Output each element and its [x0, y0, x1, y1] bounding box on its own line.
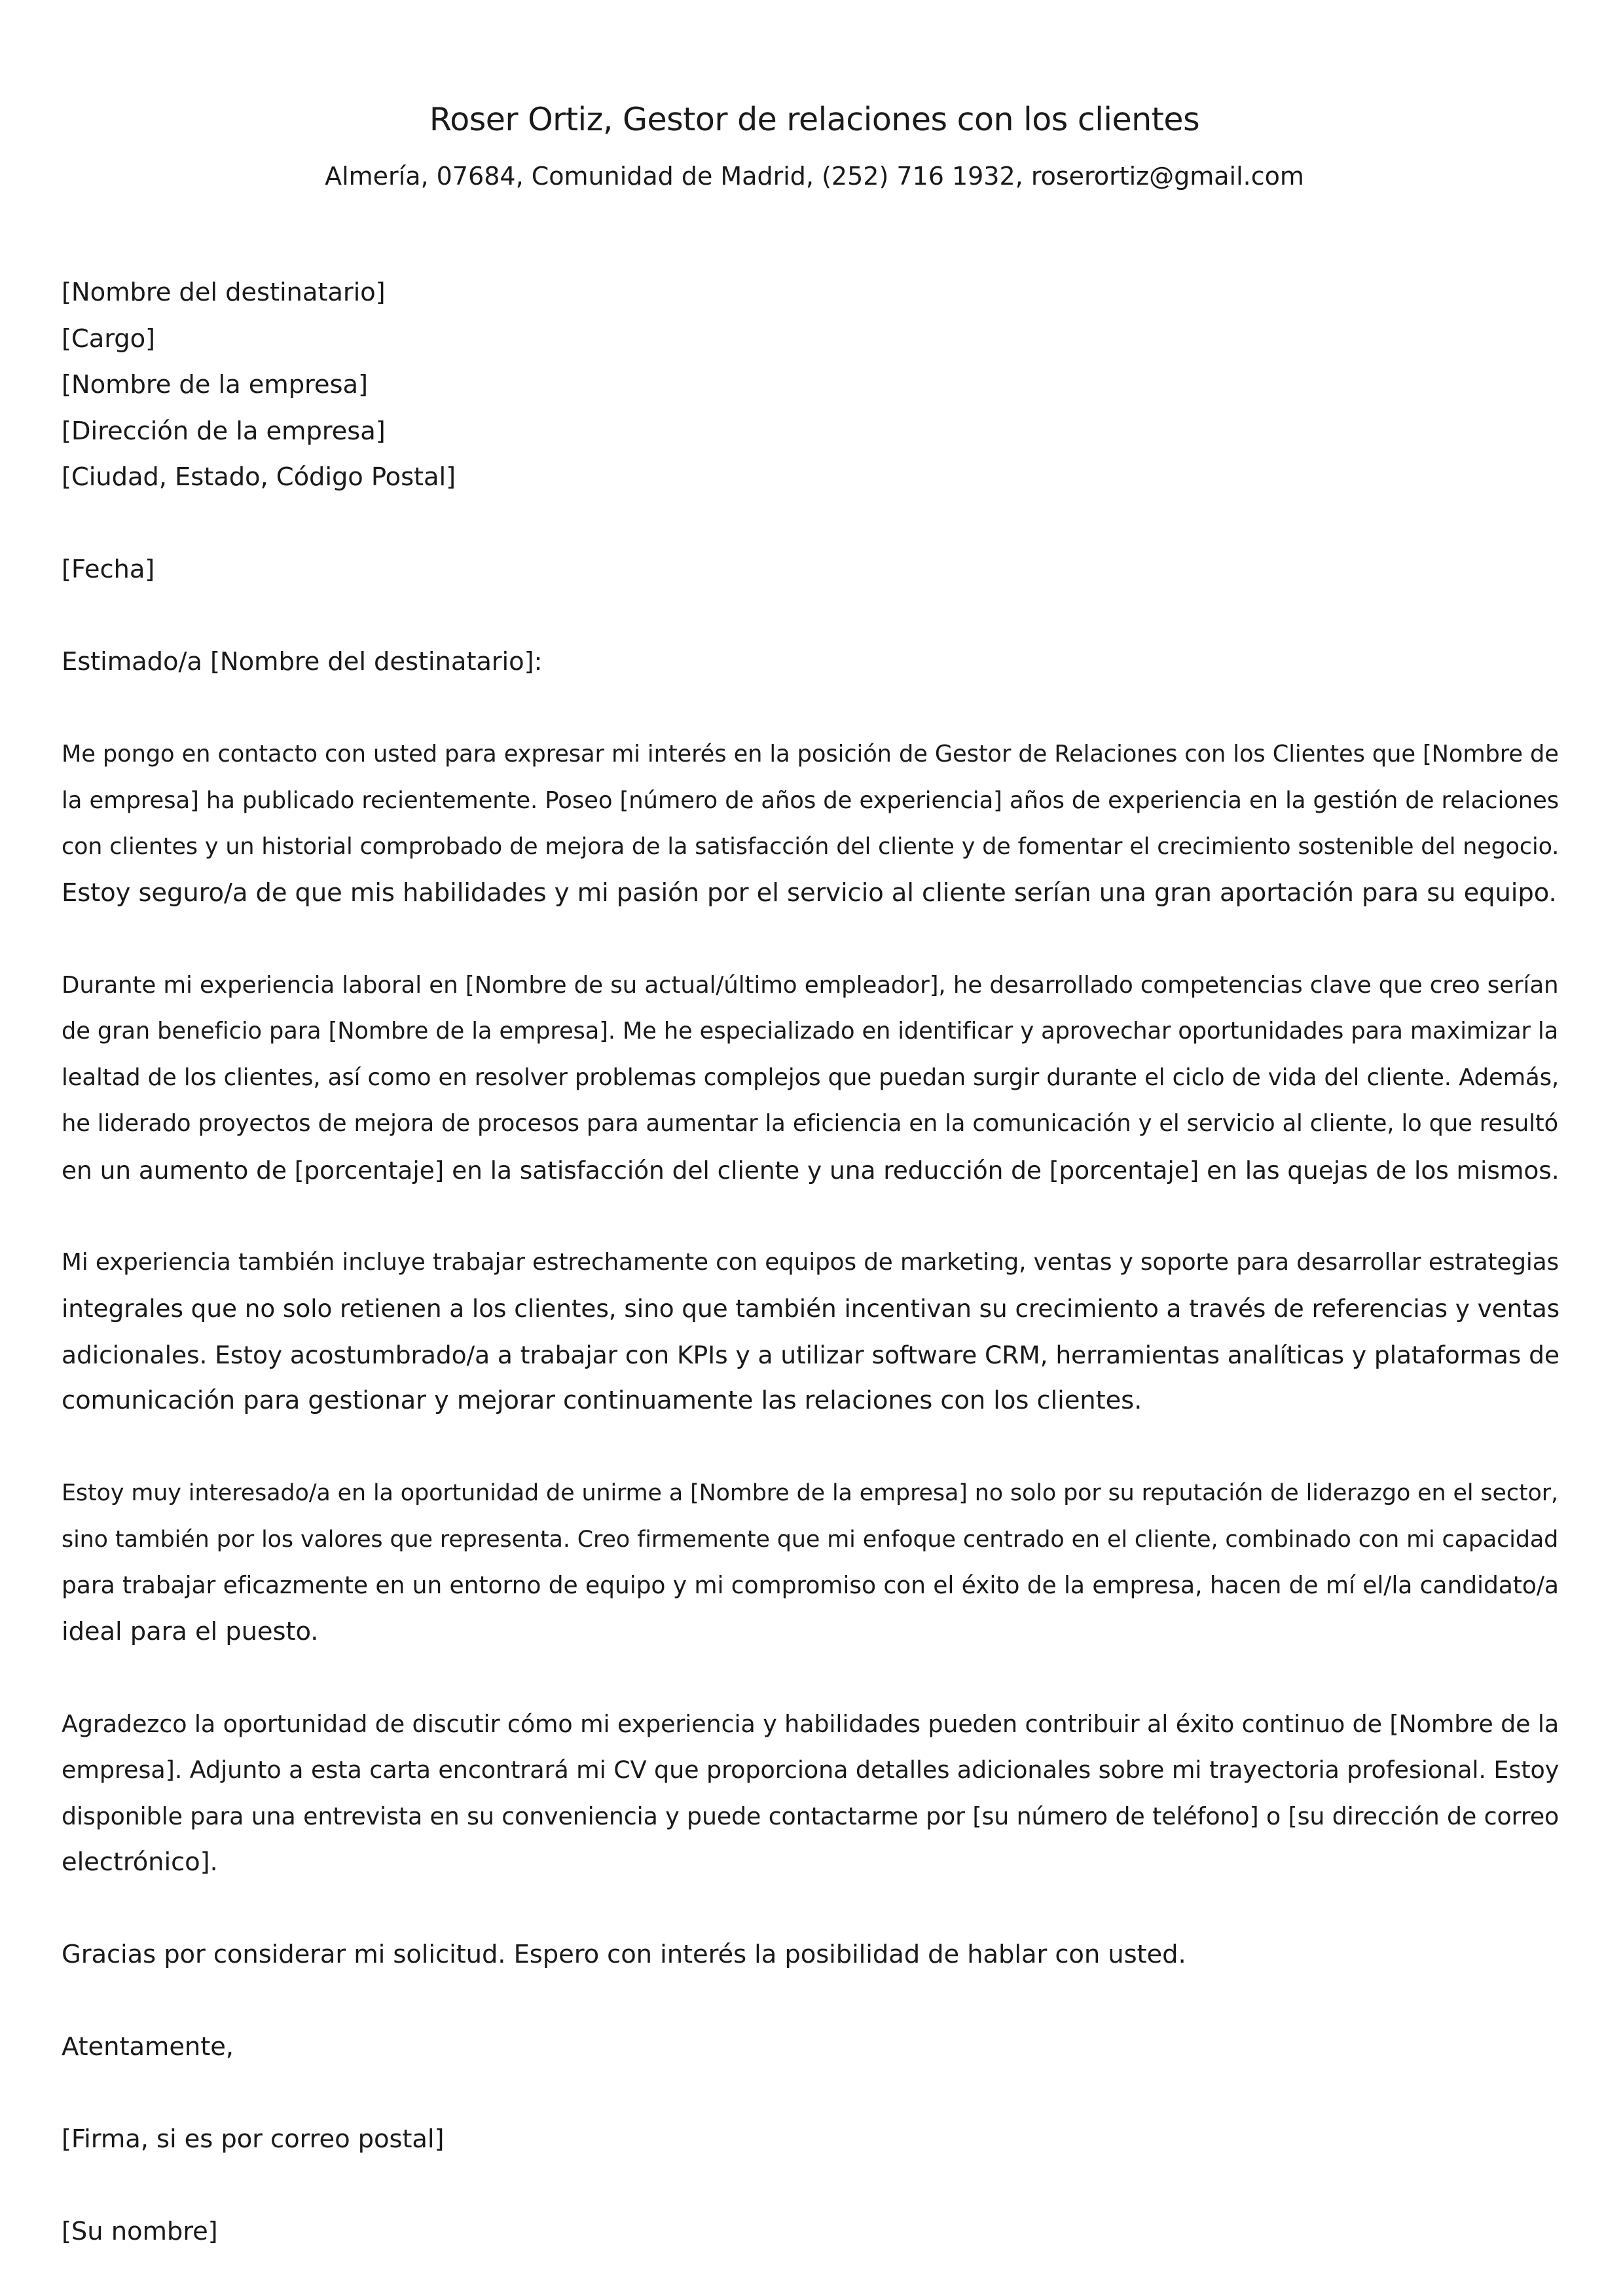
- paragraph-line: la empresa] ha publicado recientemente. Poseo [número de años de experiencia] años de experiencia en la gestión de relaciones: [62, 787, 1559, 814]
- spacer: [62, 1655, 1567, 1701]
- spacer: [62, 2071, 1567, 2117]
- spacer: [62, 686, 1567, 732]
- spacer: [62, 1193, 1567, 1240]
- spacer: [62, 916, 1567, 963]
- recipient-city: [Ciudad, Estado, Código Postal]: [62, 462, 456, 492]
- paragraph-line: electrónico].: [62, 1847, 218, 1877]
- paragraph-line: empresa]. Adjunto a esta carta encontrará mi CV que proporciona detalles adicionales sobre mi trayectoria profesional. Estoy: [62, 1756, 1559, 1784]
- paragraph-line: adicionales. Estoy acostumbrado/a a trabajar con KPIs y a utilizar software CRM, herramientas analíticas y plataformas de: [62, 1340, 1559, 1369]
- spacer: [62, 1424, 1567, 1471]
- paragraph-line: para trabajar eficazmente en un entorno de equipo y mi compromiso con el éxito de la empresa, hacen de mí el/la candidato/a: [62, 1571, 1559, 1599]
- paragraph-thanks: [62, 1932, 1567, 1978]
- page-title: Roser Ortiz, Gestor de relaciones con los clientes: [429, 101, 1200, 138]
- letter-date: [Fecha]: [62, 555, 155, 584]
- paragraph-availability: [62, 1701, 1567, 1886]
- recipient-position: [Cargo]: [62, 324, 155, 354]
- spacer: [62, 1978, 1567, 2025]
- paragraph-line: lealtad de los clientes, así como en resolver problemas complejos que puedan surgir durante el ciclo de vida del cliente. Además,: [62, 1064, 1559, 1091]
- recipient-block: [62, 270, 1567, 501]
- paragraph-experience: [62, 963, 1567, 1194]
- spacer: [62, 1886, 1567, 1933]
- recipient-name: [Nombre del destinatario]: [62, 278, 386, 307]
- recipient-company: [Nombre de la empresa]: [62, 370, 368, 399]
- paragraph-line: Mi experiencia también incluye trabajar estrechamente con equipos de marketing, ventas y soporte para desarrollar estrategias: [62, 1248, 1559, 1276]
- paragraph-interest: [62, 1470, 1567, 1655]
- contact-info: Almería, 07684, Comunidad de Madrid, (252) 716 1932, roserortiz@gmail.com: [325, 162, 1304, 191]
- cover-letter-page: [62, 92, 1567, 2255]
- spacer: [62, 2163, 1567, 2210]
- paragraph-line: en un aumento de [porcentaje] en la satisfacción del cliente y una reducción de [porcentaje] en las quejas de los mismos.: [62, 1155, 1559, 1185]
- paragraph-line: Estoy muy interesado/a en la oportunidad de unirme a [Nombre de la empresa] no solo por su reputación de liderazgo en el sector,: [62, 1480, 1558, 1506]
- paragraph-intro: [62, 731, 1567, 916]
- recipient-address: [Dirección de la empresa]: [62, 416, 386, 446]
- paragraph-line: he liderado proyectos de mejora de procesos para aumentar la eficiencia en la comunicación y el servicio al cliente, lo que resultó: [62, 1110, 1559, 1137]
- signer-name: [Su nombre]: [62, 2217, 218, 2246]
- letter-header: [62, 92, 1567, 204]
- paragraph-line: integrales que no solo retienen a los clientes, sino que también incentivan su crecimiento a través de referencias y ventas: [62, 1294, 1560, 1323]
- paragraph-collaboration: [62, 1240, 1567, 1424]
- closing: Atentamente,: [62, 2032, 234, 2062]
- paragraph-line: sino también por los valores que representa. Creo firmemente que mi enfoque centrado en el cliente, combinado con mi capacidad: [62, 1526, 1559, 1553]
- salutation: Estimado/a [Nombre del destinatario]:: [62, 647, 543, 676]
- paragraph-line: Durante mi experiencia laboral en [Nombre de su actual/último empleador], he desarrollado competencias clave que creo serían: [62, 971, 1559, 999]
- paragraph-line: Gracias por considerar mi solicitud. Espero con interés la posibilidad de hablar con usted.: [62, 1940, 1186, 1969]
- paragraph-line: Agradezco la oportunidad de discutir cómo mi experiencia y habilidades pueden contribuir al éxito continuo de [Nombre de la: [62, 1709, 1559, 1738]
- paragraph-line: de gran beneficio para [Nombre de la empresa]. Me he especializado en identificar y aprovechar oportunidades para maximizar la: [62, 1018, 1559, 1045]
- paragraph-line: Estoy seguro/a de que mis habilidades y mi pasión por el servicio al cliente serían una gran aportación para su equipo.: [62, 878, 1557, 908]
- paragraph-line: Me pongo en contacto con usted para expresar mi interés en la posición de Gestor de Relaciones con los Clientes que [Nombre de: [62, 741, 1559, 768]
- paragraph-line: comunicación para gestionar y mejorar continuamente las relaciones con los clientes.: [62, 1386, 1142, 1415]
- spacer: [62, 501, 1567, 547]
- paragraph-line: disponible para una entrevista en su conveniencia y puede contactarme por [su número de teléfono] o [su dirección de correo: [62, 1802, 1559, 1830]
- spacer: [62, 593, 1567, 640]
- letter-body: [62, 270, 1567, 2255]
- paragraph-line: con clientes y un historial comprobado de mejora de la satisfacción del cliente y de fomentar el crecimiento sostenible del negocio.: [62, 834, 1559, 860]
- signature-note: [Firma, si es por correo postal]: [62, 2124, 445, 2154]
- paragraph-line: ideal para el puesto.: [62, 1616, 319, 1646]
